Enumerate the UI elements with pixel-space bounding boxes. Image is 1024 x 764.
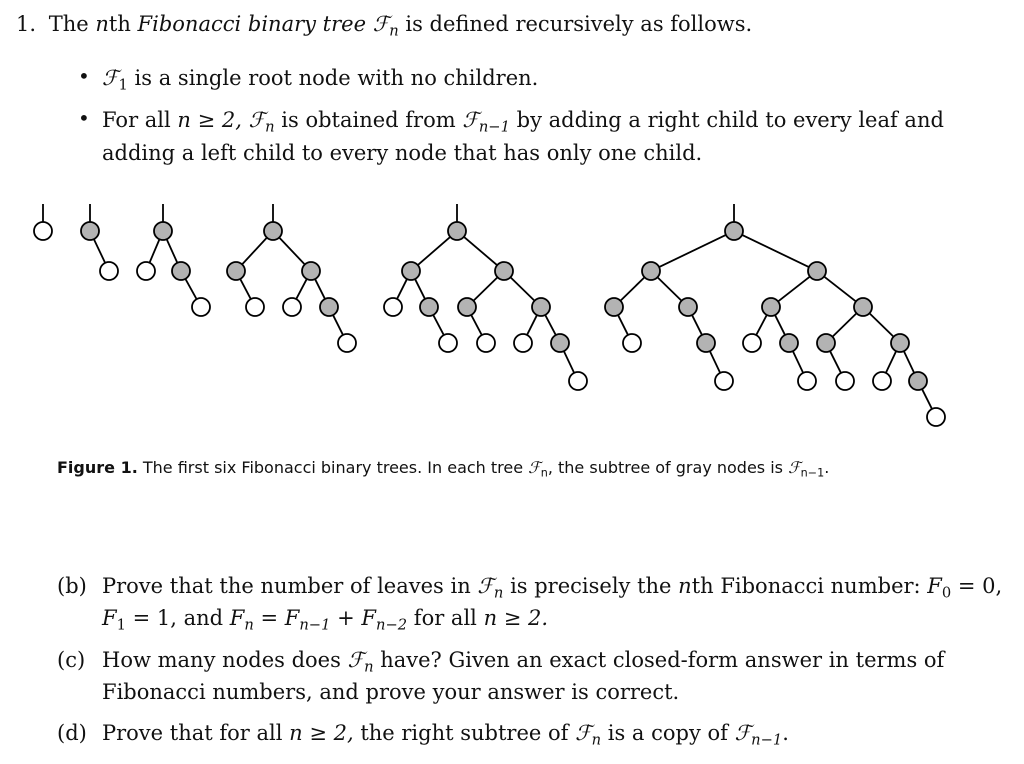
tree-edge xyxy=(922,389,932,409)
white-tree-node xyxy=(836,372,854,390)
part-b-mid: is precisely the xyxy=(503,574,679,598)
part-b-fn-sub: n xyxy=(244,616,254,634)
tree-edge xyxy=(830,351,841,373)
tree-edge xyxy=(824,277,856,302)
part-b-sub: n xyxy=(493,584,504,602)
gray-tree-node xyxy=(302,262,320,280)
white-tree-node xyxy=(477,334,495,352)
white-tree-node xyxy=(34,222,52,240)
gray-tree-node xyxy=(891,334,909,352)
part-b-plus: + xyxy=(330,606,362,630)
caption-sym: ℱ xyxy=(528,458,541,477)
bullet-1 xyxy=(102,62,538,94)
bullet-2-line-1 xyxy=(102,104,944,136)
gray-tree-node xyxy=(264,222,282,240)
tree-edge xyxy=(869,313,893,336)
white-tree-node xyxy=(715,372,733,390)
gray-tree-node xyxy=(725,222,743,240)
fibonacci-tree-2 xyxy=(81,204,118,280)
part-b-n: n xyxy=(678,574,692,598)
tree-edge xyxy=(564,351,574,373)
fibonacci-tree-5 xyxy=(384,204,587,390)
tree-edge xyxy=(473,277,497,300)
part-b-line-1 xyxy=(102,570,1002,602)
tree-edge xyxy=(150,239,160,262)
tree-edge xyxy=(657,277,681,300)
bullet-2-cond: n ≥ 2, xyxy=(177,108,242,132)
part-b-fn: F xyxy=(229,606,245,630)
part-c-sym: ℱ xyxy=(347,648,365,672)
tree-edge xyxy=(659,235,726,267)
part-b-f1: F xyxy=(102,606,117,630)
figure-label: Figure 1. xyxy=(57,458,138,477)
bullet-1-text: is a single root node with no children. xyxy=(127,66,539,90)
white-tree-node xyxy=(623,334,641,352)
bullet-2-sym: ℱ xyxy=(248,108,266,132)
tree-edge xyxy=(756,315,767,335)
tree-edge xyxy=(742,235,809,267)
part-d-cond: n ≥ 2, xyxy=(289,721,354,745)
part-b-fb-sub: n−2 xyxy=(376,616,408,634)
part-b-fa-sub: n−1 xyxy=(299,616,331,634)
gray-tree-node xyxy=(854,298,872,316)
caption-sub: n xyxy=(540,466,548,480)
intro-term: Fibonacci binary tree xyxy=(137,12,366,36)
problem-number: 1. xyxy=(16,12,37,36)
white-tree-node xyxy=(439,334,457,352)
white-tree-node xyxy=(384,298,402,316)
bullet-2-pre: For all xyxy=(102,108,178,132)
gray-tree-node xyxy=(762,298,780,316)
tree-edge xyxy=(242,238,267,265)
part-d-line xyxy=(102,717,789,749)
tree-edge xyxy=(433,315,444,335)
white-tree-node xyxy=(246,298,264,316)
tree-edge xyxy=(185,279,196,299)
tree-edge xyxy=(471,315,482,335)
tree-edge xyxy=(510,277,534,300)
white-tree-node xyxy=(798,372,816,390)
part-b-cond: n ≥ 2. xyxy=(483,606,549,630)
bullet-2-sym2: ℱ xyxy=(462,108,479,132)
part-b-fb: F xyxy=(361,606,376,630)
gray-tree-node xyxy=(320,298,338,316)
part-b-f1-val: = 1, and xyxy=(125,606,230,630)
tree-edge xyxy=(279,238,305,265)
fibonacci-trees-figure xyxy=(0,195,1024,435)
fibonacci-tree-1 xyxy=(34,204,52,240)
gray-tree-node xyxy=(532,298,550,316)
tree-edge xyxy=(94,239,105,263)
gray-tree-node xyxy=(780,334,798,352)
intro-th: th xyxy=(108,12,138,36)
white-tree-node xyxy=(338,334,356,352)
tree-edge xyxy=(296,279,307,299)
part-b-f0: F xyxy=(927,574,942,598)
tree-edge xyxy=(464,237,497,265)
part-d-sym: ℱ xyxy=(575,721,592,745)
tree-edge xyxy=(545,315,556,335)
caption-sub2: n−1 xyxy=(800,466,825,480)
gray-tree-node xyxy=(448,222,466,240)
gray-tree-node xyxy=(420,298,438,316)
gray-tree-node xyxy=(679,298,697,316)
tree-edge xyxy=(618,315,628,335)
gray-tree-node xyxy=(642,262,660,280)
tree-edge xyxy=(904,351,914,373)
part-b-f0-val: = 0, xyxy=(951,574,1003,598)
tree-edge xyxy=(886,351,896,373)
part-c-post: have? Given an exact closed-form answer in terms of xyxy=(373,648,945,672)
gray-tree-node xyxy=(402,262,420,280)
part-c-line-2: Fibonacci numbers, and prove your answer is correct. xyxy=(102,680,680,704)
tree-edge xyxy=(315,279,325,299)
intro-post: is defined recursively as follows. xyxy=(398,12,753,36)
part-d-mid: the right subtree of xyxy=(353,721,576,745)
gray-tree-node xyxy=(605,298,623,316)
fibonacci-tree-3 xyxy=(137,204,210,316)
white-tree-node xyxy=(100,262,118,280)
tree-edge xyxy=(710,351,720,373)
bullet-2-post: by adding a right child to every leaf and xyxy=(509,108,944,132)
tree-edge xyxy=(397,279,407,299)
bullet-1-sub: 1 xyxy=(118,76,128,94)
white-tree-node xyxy=(192,298,210,316)
tree-edge xyxy=(793,351,803,373)
part-b-line-2 xyxy=(102,602,548,634)
white-tree-node xyxy=(137,262,155,280)
gray-tree-node xyxy=(227,262,245,280)
tree-edge xyxy=(778,277,810,302)
white-tree-node xyxy=(743,334,761,352)
part-b-for-all: for all xyxy=(407,606,484,630)
part-b-sym: ℱ xyxy=(477,574,494,598)
part-c-label: (c) xyxy=(57,648,86,672)
part-b-f0-sub: 0 xyxy=(941,584,952,602)
tree-edge xyxy=(240,279,251,299)
bullet-1-symbol: ℱ xyxy=(102,66,119,90)
gray-tree-node xyxy=(909,372,927,390)
bullet-2-sub2: n−1 xyxy=(478,118,510,136)
intro-n: n xyxy=(95,12,109,36)
part-d-end: . xyxy=(782,721,789,745)
part-c-sub: n xyxy=(364,658,374,676)
tree-edge xyxy=(620,277,644,300)
white-tree-node xyxy=(514,334,532,352)
gray-tree-node xyxy=(817,334,835,352)
bullet-2-line-2: adding a left child to every node that has only one child. xyxy=(102,141,703,165)
tree-edge xyxy=(418,237,450,265)
intro-text: The xyxy=(48,12,96,36)
caption-sym2: ℱ xyxy=(788,458,801,477)
tree-edge xyxy=(527,315,537,335)
part-d-label: (d) xyxy=(57,721,87,745)
tree-edge xyxy=(333,315,343,335)
tree-edge xyxy=(415,279,425,299)
intro-sub: n xyxy=(389,22,399,40)
problem-intro xyxy=(16,8,752,40)
tree-edge xyxy=(832,313,856,336)
caption-pre: The first six Fibonacci binary trees. In each tree xyxy=(137,458,529,477)
gray-tree-node xyxy=(154,222,172,240)
gray-tree-node xyxy=(172,262,190,280)
part-b-label: (b) xyxy=(57,574,87,598)
white-tree-node xyxy=(927,408,945,426)
gray-tree-node xyxy=(495,262,513,280)
part-d-sym2: ℱ xyxy=(734,721,752,745)
part-d-sub: n xyxy=(591,731,602,749)
bullet-dot-2: • xyxy=(78,106,90,130)
bullet-dot-1: • xyxy=(78,64,90,88)
figure-caption xyxy=(57,458,830,480)
gray-tree-node xyxy=(808,262,826,280)
fibonacci-tree-4 xyxy=(227,204,356,352)
part-b-post: th Fibonacci number: xyxy=(691,574,928,598)
white-tree-node xyxy=(873,372,891,390)
part-d-sub2: n−1 xyxy=(751,731,783,749)
gray-tree-node xyxy=(551,334,569,352)
tree-edge xyxy=(775,315,785,335)
caption-mid: , the subtree of gray nodes is xyxy=(547,458,789,477)
intro-symbol: ℱ xyxy=(372,12,390,36)
fibonacci-tree-6 xyxy=(605,204,945,426)
bullet-2-sub: n xyxy=(265,118,275,136)
tree-edge xyxy=(167,239,178,263)
gray-tree-node xyxy=(81,222,99,240)
part-b-f1-sub: 1 xyxy=(116,616,126,634)
part-d-mid2: is a copy of xyxy=(601,721,735,745)
caption-end: . xyxy=(824,458,830,477)
part-c-line-1 xyxy=(102,644,944,676)
tree-edge xyxy=(692,315,702,335)
part-c-pre: How many nodes does xyxy=(102,648,348,672)
part-d-pre: Prove that for all xyxy=(102,721,290,745)
gray-tree-node xyxy=(697,334,715,352)
bullet-2-mid: is obtained from xyxy=(274,108,463,132)
white-tree-node xyxy=(283,298,301,316)
white-tree-node xyxy=(569,372,587,390)
part-b-pre: Prove that the number of leaves in xyxy=(102,574,478,598)
part-b-eq: = xyxy=(253,606,285,630)
part-b-fa: F xyxy=(284,606,300,630)
gray-tree-node xyxy=(458,298,476,316)
